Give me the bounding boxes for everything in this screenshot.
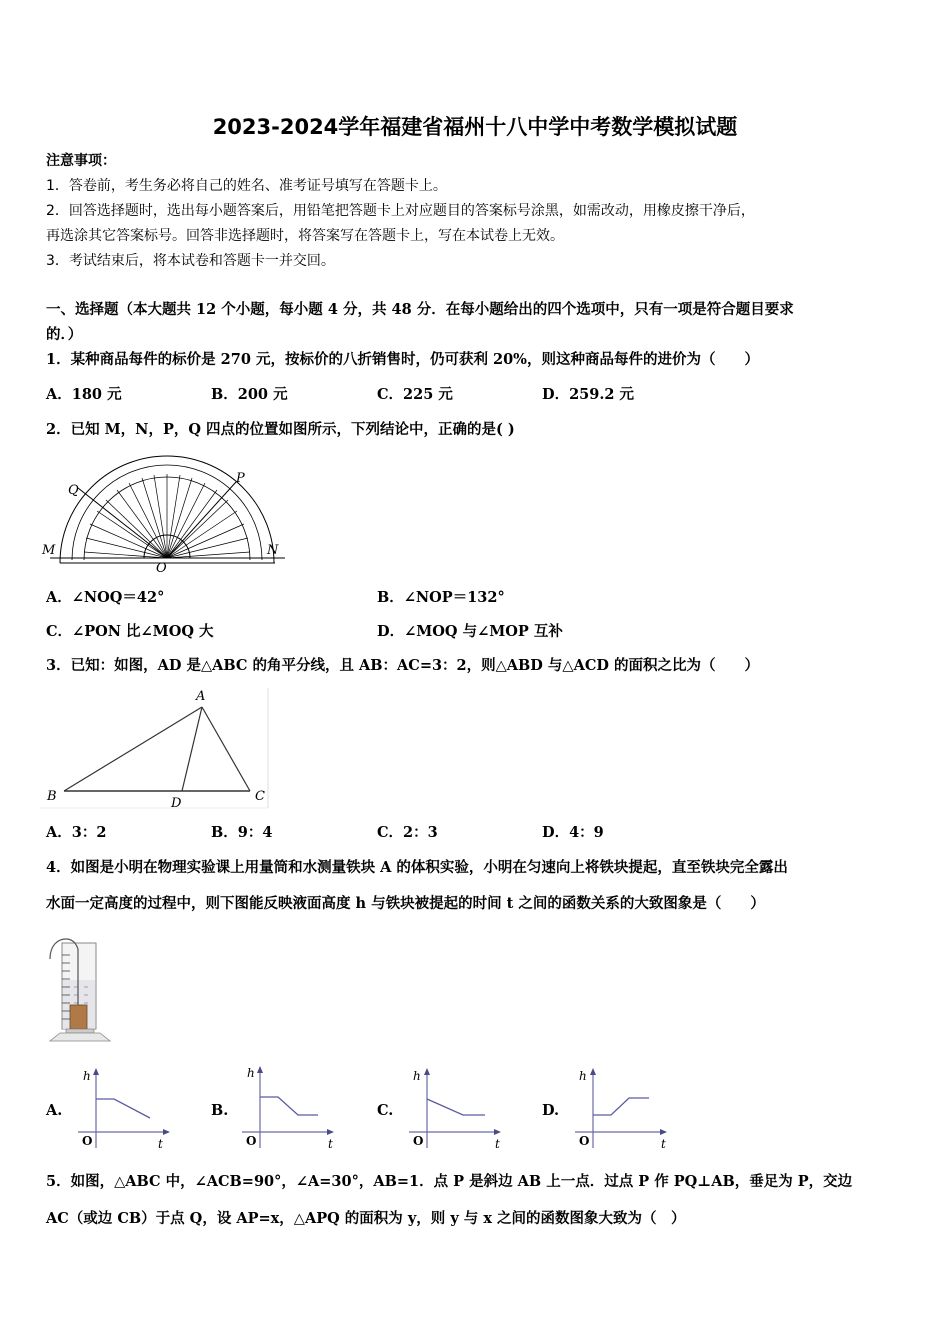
notice-item-3: 3．考试结束后，将本试卷和答题卡一并交回。 — [46, 253, 335, 269]
question-1-option-c: C．225 元 — [377, 386, 453, 403]
svg-text:t: t — [328, 1137, 333, 1151]
question-5-stem-line1: 5．如图，△ABC 中，∠ACB=90°，∠A=30°，AB=1．点 P 是斜边 AB 上一点．过点 P 作 PQ⊥AB，垂足为 P，交边 — [46, 1173, 853, 1190]
question-4-option-a: A. — [46, 1102, 63, 1119]
question-2-stem: 2．已知 M，N，P，Q 四点的位置如图所示，下列结论中，正确的是( ) — [46, 421, 515, 438]
svg-text:O: O — [413, 1134, 424, 1148]
notice-item-2: 2．回答选择题时，选出每小题答案后，用铅笔把答题卡上对应题目的答案标号涂黑，如需改动，用橡皮擦干净后， — [46, 203, 755, 219]
question-2-option-c: C．∠PON 比∠MOQ 大 — [46, 623, 214, 640]
label-B: B — [47, 789, 57, 804]
page-title: 2023-2024学年福建省福州十八中学中考数学模拟试题 — [212, 115, 738, 139]
label-O: O — [156, 561, 167, 575]
section-heading-cont: 的．） — [46, 326, 83, 343]
svg-text:O: O — [246, 1134, 257, 1148]
svg-text:t: t — [661, 1137, 666, 1151]
section-heading: 一、选择题（本大题共 12 个小题，每小题 4 分，共 48 分．在每小题给出的四个选项中，只有一项是符合题目要求 — [46, 301, 794, 318]
question-2-option-b: B．∠NOP＝132° — [377, 589, 505, 606]
question-1-stem: 1．某种商品每件的标价是 270 元，按标价的八折销售时，仍可获利 20%，则这种商品每件的进价为（ ） — [46, 351, 759, 368]
label-N: N — [267, 543, 279, 558]
svg-text:h: h — [579, 1069, 587, 1083]
graph-option-d — [571, 1062, 671, 1152]
question-3-stem: 3．已知：如图，AD 是△ABC 的角平分线，且 AB：AC=3：2，则△ABD 与△ACD 的面积之比为（ ） — [46, 657, 759, 674]
graph-option-b — [238, 1062, 338, 1152]
label-C: C — [255, 789, 265, 804]
question-1-option-b: B．200 元 — [211, 386, 288, 403]
svg-text:O: O — [82, 1134, 93, 1148]
question-1-option-d: D．259.2 元 — [542, 386, 635, 403]
question-2-option-a: A．∠NOQ＝42° — [46, 589, 165, 606]
notice-heading: 注意事项： — [46, 153, 116, 169]
label-D: D — [171, 796, 182, 811]
question-1-option-a: A．180 元 — [46, 386, 122, 403]
label-Q: Q — [68, 483, 79, 498]
question-4-option-b: B. — [211, 1102, 229, 1119]
svg-text:O: O — [579, 1134, 590, 1148]
question-2-option-d: D．∠MOQ 与∠MOP 互补 — [377, 623, 563, 640]
question-5-stem-line2: AC（或边 CB）于点 Q，设 AP=x，△APQ 的面积为 y，则 y 与 x 之间的函数图象大致为（ ） — [46, 1210, 686, 1227]
svg-text:h: h — [247, 1066, 255, 1080]
label-A: A — [196, 689, 206, 704]
question-3-option-c: C．2：3 — [377, 824, 438, 841]
notice-item-2-cont: 再选涂其它答案标号。回答非选择题时，将答案写在答题卡上，写在本试卷上无效。 — [46, 228, 564, 244]
question-3-option-b: B．9：4 — [211, 824, 273, 841]
graduated-cylinder-figure — [44, 935, 116, 1043]
protractor-figure — [40, 450, 300, 575]
question-4-option-c: C. — [377, 1102, 394, 1119]
triangle-figure — [40, 680, 280, 815]
notice-item-1: 1．答卷前，考生务必将自己的姓名、准考证号填写在答题卡上。 — [46, 178, 447, 194]
question-3-option-a: A．3：2 — [46, 824, 107, 841]
svg-text:h: h — [413, 1069, 421, 1083]
label-M: M — [42, 543, 56, 558]
svg-text:h: h — [83, 1069, 91, 1083]
label-P: P — [236, 471, 245, 486]
question-4-option-d: D. — [542, 1102, 560, 1119]
graph-option-c — [405, 1062, 505, 1152]
svg-text:t: t — [158, 1137, 163, 1151]
svg-text:t: t — [495, 1137, 500, 1151]
question-3-option-d: D．4：9 — [542, 824, 604, 841]
question-4-stem-line1: 4．如图是小明在物理实验课上用量筒和水测量铁块 A 的体积实验，小明在匀速向上将铁块提起，直至铁块完全露出 — [46, 859, 788, 876]
question-4-stem-line2: 水面一定高度的过程中，则下图能反映液面高度 h 与铁块被提起的时间 t 之间的函数关系的大致图象是（ ） — [46, 895, 765, 912]
graph-option-a — [74, 1062, 174, 1152]
